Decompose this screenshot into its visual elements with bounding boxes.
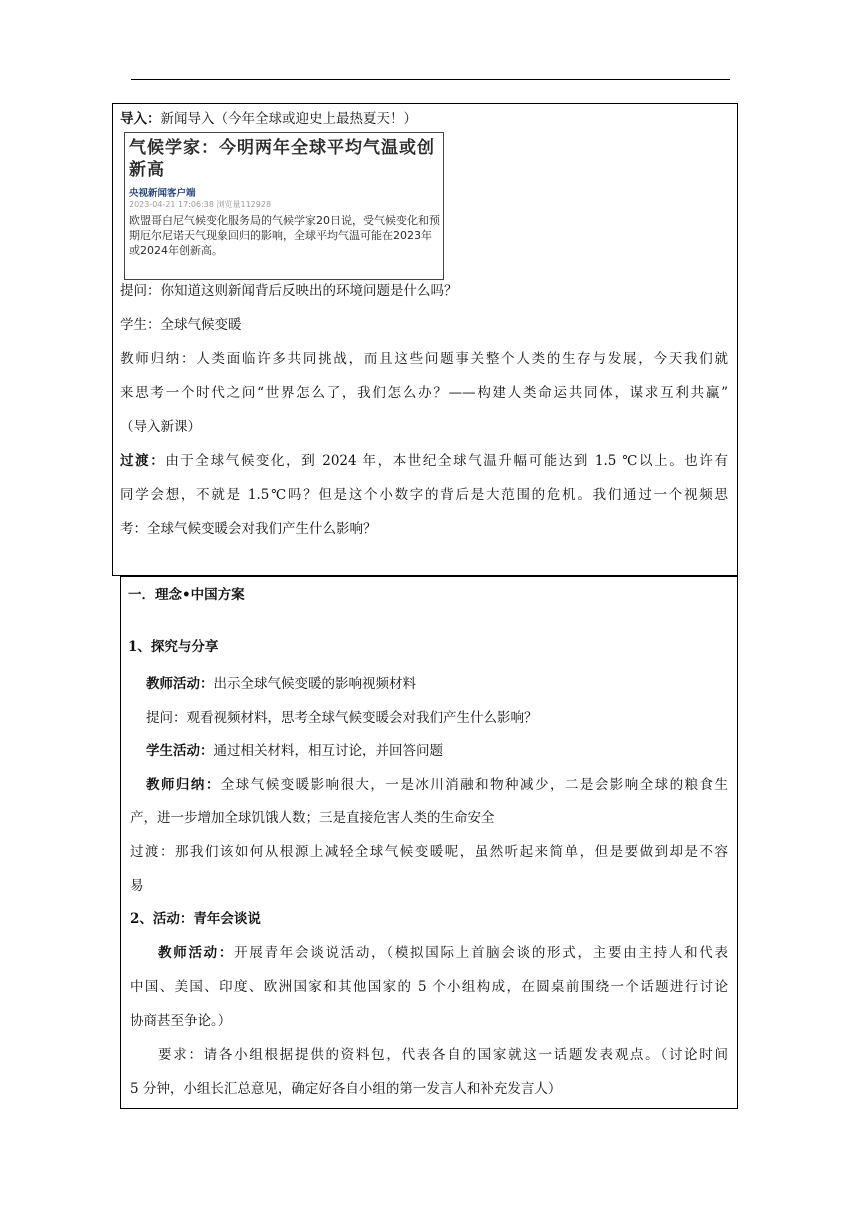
news-screenshot [124, 132, 444, 280]
transition-label: 过渡： [120, 453, 166, 469]
news-source: 央视新闻客户端 [129, 188, 196, 199]
teacher-summary-line-3: （导入新课） [120, 419, 201, 435]
summary-line-2: 产，进一步增加全球饥饿人数；三是直接危害人类的生命安全 [130, 810, 495, 826]
teacher-activity-line [146, 674, 416, 694]
teacher-activity-2-text-1: 开展青年会谈说活动，（模拟国际上首脑会谈的形式，主要由主持人和代表 [234, 945, 729, 961]
intro-label: 导入： [120, 111, 161, 127]
question-line: 提问：你知道这则新闻背后反映出的环境问题是什么吗？ [120, 283, 458, 299]
question-2-line: 提问：观看视频材料，思考全球气候变暖会对我们产生什么影响？ [146, 710, 538, 726]
news-title: 气候学家：今明两年全球平均气温或创新高 [129, 138, 435, 180]
teacher-summary-line-2: 来思考一个时代之问“世界怎么了，我们怎么办？——构建人类命运共同体，谋求互利共赢” [120, 385, 728, 401]
student-activity-text: 通过相关材料，相互讨论，并回答问题 [213, 743, 443, 759]
transition-2-line-1: 过渡：那我们该如何从根源上减轻全球气候变暖呢，虽然听起来简单，但是要做到却是不容 [130, 844, 728, 860]
news-meta: 2023-04-21 17:06:38 浏览量112928 [129, 200, 272, 209]
teacher-activity-2-line-3: 协商甚至争论。） [130, 1013, 232, 1029]
section-2-title: 2、活动：青年会谈说 [130, 911, 261, 927]
intro-line [120, 109, 417, 129]
transition-line-3: 考：全球气候变暖会对我们产生什么影响？ [120, 521, 377, 537]
transition-2-line-2: 易 [130, 878, 144, 894]
summary-line-1 [146, 775, 728, 795]
student-line: 学生：全球气候变暖 [120, 317, 242, 333]
teacher-activity-2-label: 教师活动： [158, 945, 235, 961]
intro-text: 新闻导入（今年全球或迎史上最热夏天！） [160, 111, 417, 127]
teacher-activity-label: 教师活动： [146, 676, 214, 692]
teacher-summary-line-1: 教师归纳：人类面临许多共同挑战，而且这些问题事关整个人类的生存与发展，今天我们就 [120, 351, 728, 367]
student-activity-label: 学生活动： [146, 743, 214, 759]
teacher-activity-2-line-2: 中国、美国、印度、欧洲国家和其他国家的 5 个小组构成，在圆桌前围绕一个话题进行讨论 [130, 979, 728, 995]
transition-line-1 [120, 451, 728, 471]
requirement-line-2: 5 分钟，小组长汇总意见，确定好各自小组的第一发言人和补充发言人） [130, 1081, 562, 1097]
transition-line-2: 同学会想，不就是 1.5℃吗？但是这个小数字的背后是大范围的危机。我们通过一个视频思 [120, 487, 728, 503]
section-1-title: 1、探究与分享 [128, 639, 219, 655]
news-body: 欧盟哥白尼气候变化服务局的气候学家20日说，受气候变化和预期厄尔尼诺天气现象回归的影响，全球平均气温可能在2023年或2024年创新高。 [129, 214, 440, 257]
summary-text-1: 全球气候变暖影响很大，一是冰川消融和物种减少，二是会影响全球的粮食生 [220, 777, 729, 793]
teacher-activity-text: 出示全球气候变暖的影响视频材料 [213, 676, 416, 692]
teacher-activity-2-line-1 [158, 943, 728, 963]
student-activity-line [146, 741, 443, 761]
header-rule [131, 79, 730, 80]
requirement-line-1: 要求：请各小组根据提供的资料包，代表各自的国家就这一话题发表观点。（讨论时间 [158, 1047, 728, 1063]
section-heading: 一．理念•中国方案 [128, 587, 245, 603]
summary-label: 教师归纳： [146, 777, 221, 793]
transition-text-1: 由于全球气候变化，到 2024 年，本世纪全球气温升幅可能达到 1.5 ℃以上。也许有 [165, 453, 729, 469]
